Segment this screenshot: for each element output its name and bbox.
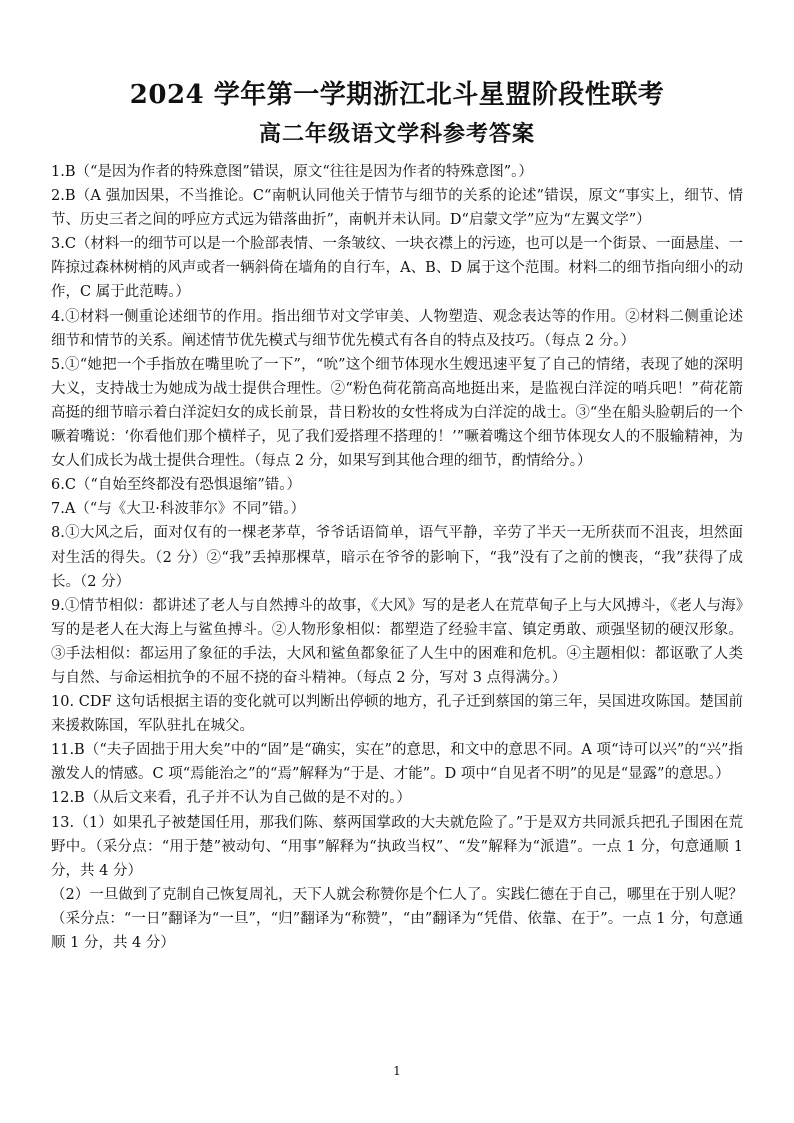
answer-3: 3.C（材料一的细节可以是一个脸部表情、一条皱纹、一块衣襟上的污迹，也可以是一个街景、一面悬崖、一阵掠过森林树梢的风声或者一辆斜倚在墙角的自行车，A、B、D 属于这个范围。材料二的细节指向细小的动作，C 属于此范畴。）	[51, 236, 743, 301]
answer-list	[51, 160, 743, 955]
answer-4: 4.①材料一侧重论述细节的作用。指出细节对文学审美、人物塑造、观念表达等的作用。②材料二侧重论述细节和情节的关系。阐述情节优先模式与细节优先模式有各自的特点及技巧。（每点 2 分。）	[51, 308, 743, 349]
answer-10: 10. CDF 这句话根据主语的变化就可以判断出停顿的地方，孔子迁到蔡国的第三年，吴国进攻陈国。楚国前来援救陈国，军队驻扎在城父。	[51, 694, 743, 735]
page-number: 1	[393, 1064, 401, 1078]
answer-13-part-2: （2）一旦做到了克制自己恢复周礼，天下人就会称赞你是个仁人了。实践仁德在于自己，哪里在于别人呢？（采分点：“一日”翻译为“一旦”，“归”翻译为“称赞”，“由”翻译为“凭借、依靠、在于”。一点 1 分，句意通顺 1 分，共 4 分）	[51, 886, 743, 951]
answer-5: 5.①“她把一个手指放在嘴里吮了一下”，“吮”这个细节体现水生嫂迅速平复了自己的情绪，表现了她的深明大义，支持战士为她成为战士提供合理性。②“粉色荷花箭高高地挺出来，是监视白洋淀的哨兵吧！”荷花箭高挺的细节暗示着白洋淀妇女的成长前景，昔日粉妆的女性将成为白洋淀的战士。③“坐在船头脸朝后的一个噘着嘴说：‘你看他们那个横样子，见了我们爱搭理不搭理的！’”噘着嘴这个细节体现女人的不服输精神，为女人们成长为战士提供合理性。（每点 2 分，如果写到其他合理的细节，酌情给分。）	[51, 356, 743, 470]
answer-6: 6.C（“自始至终都没有恐惧退缩”错。）	[51, 477, 302, 494]
answer-2: 2.B（A 强加因果，不当推论。C“南帆认同他关于情节与细节的关系的论述”错误，原文“事实上，细节、情节、历史三者之间的呼应方式远为错落曲折”，南帆并未认同。D“启蒙文学”应为“左翼文学”）	[51, 188, 743, 229]
answer-12: 12.B（从后文来看，孔子并不认为自己做的是不对的。）	[51, 790, 411, 807]
answer-7: 7.A（“与《大卫·科波菲尔》不同”错。）	[51, 501, 305, 518]
answer-13-part-1: 13.（1）如果孔子被楚国任用，那我们陈、蔡两国掌政的大夫就危险了。”于是双方共同派兵把孔子围困在荒野中。（采分点：“用于楚”被动句、“用事”解释为“执政当权”、“发”解释为“派遣”。一点 1 分，句意通顺 1 分，共 4 分）	[51, 814, 743, 879]
answer-1: 1.B（“是因为作者的特殊意图”错误，原文“往往是因为作者的特殊意图”。）	[51, 164, 533, 180]
answer-8: 8.①大风之后，面对仅有的一棵老茅草，爷爷话语简单，语气平静，辛劳了半天一无所获而不沮丧，坦然面对生活的得失。（2 分）②“我”丢掉那棵草，暗示在爷爷的影响下，“我”没有了之前的懊丧，“我”获得了成长。（2 分）	[51, 525, 743, 590]
answer-9: 9.①情节相似：都讲述了老人与自然搏斗的故事，《大风》写的是老人在荒草甸子上与大风搏斗，《老人与海》写的是老人在大海上与鲨鱼搏斗。②人物形象相似：都塑造了经验丰富、镇定勇敢、顽强坚韧的硬汉形象。③手法相似：都运用了象征的手法，大风和鲨鱼都象征了人生中的困难和危机。④主题相似：都讴歌了人类与自然、与命运相抗争的不屈不挠的奋斗精神。（每点 2 分，写对 3 点得满分。）	[51, 597, 743, 686]
document-subtitle: 高二年级语文学科参考答案	[258, 121, 535, 147]
answer-11: 11.B（“夫子固拙于用大矣”中的“固”是“确实，实在”的意思，和文中的意思不同。A 项“诗可以兴”的“兴”指激发人的情感。C 项“焉能治之”的“焉”解释为“于是、才能”。D 项中“自见者不明”的见是“显露”的意思。）	[51, 742, 743, 783]
document-title: 2024 学年第一学期浙江北斗星盟阶段性联考	[129, 80, 665, 110]
